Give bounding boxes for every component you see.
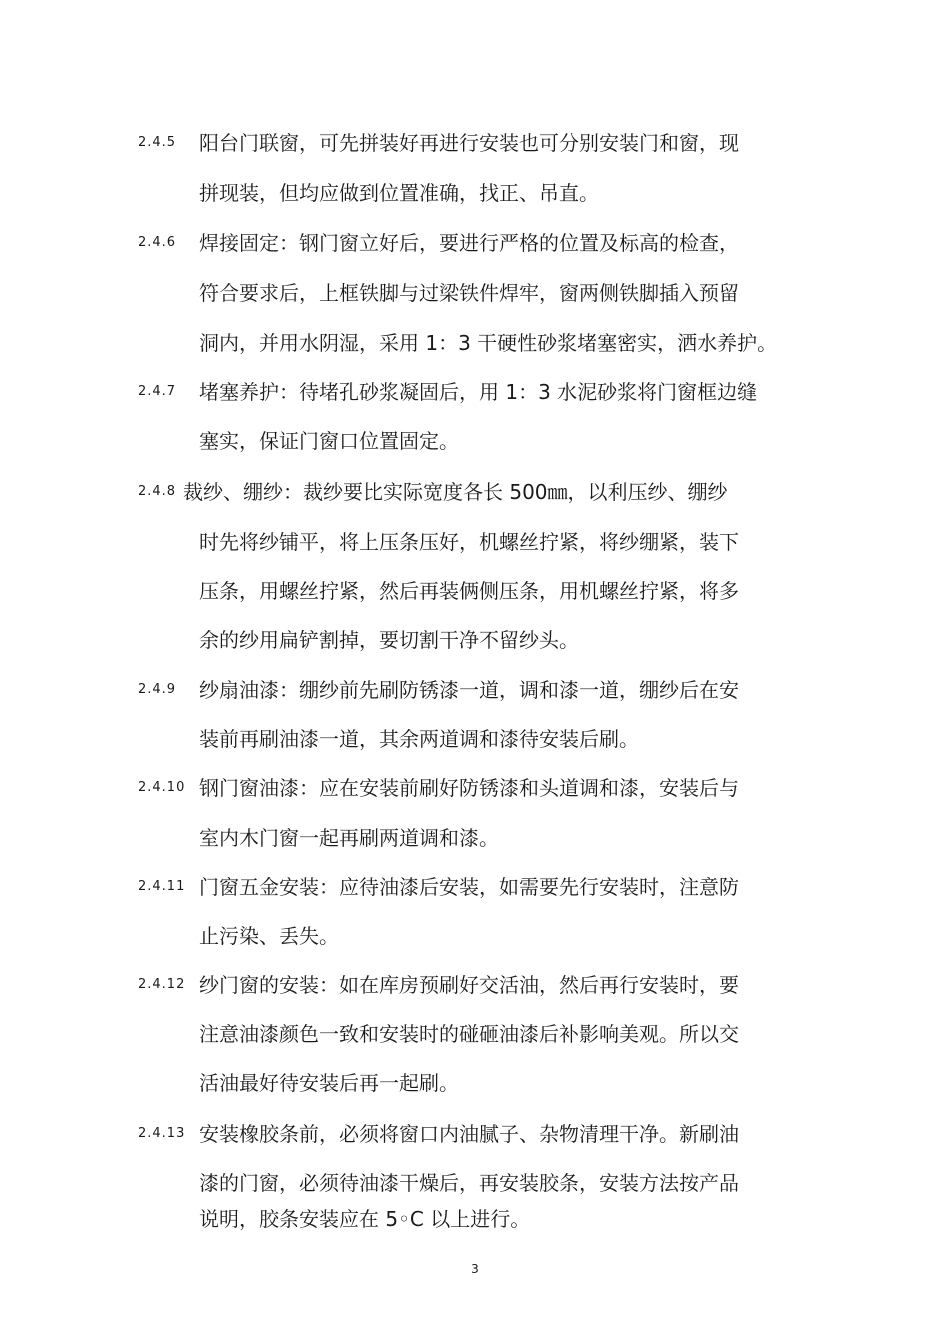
paragraph-line: 焊接固定：钢门窗立好后，要进行严格的位置及标高的检查， [199,231,739,255]
paragraph-line: 拼现装，但均应做到位置准确，找正、吊直。 [199,181,599,205]
paragraph-line: 说明，胶条安装应在 5◦C 以上进行。 [199,1207,531,1231]
page-number: 3 [471,1262,479,1276]
section-number: 2.4.10 [138,780,186,795]
paragraph-line: 洞内，并用水阴湿，采用 1：3 干硬性砂浆堵塞密实，洒水养护。 [199,331,778,355]
section-number: 2.4.6 [138,235,177,250]
section-number: 2.4.11 [138,879,186,894]
paragraph-line: 钢门窗油漆：应在安装前刷好防锈漆和头道调和漆，安装后与 [199,776,739,800]
paragraph-line: 时先将纱铺平，将上压条压好，机螺丝拧紧，将纱绷紧，装下 [199,530,739,554]
section-number: 2.4.8 [138,484,177,499]
paragraph-line: 活油最好待安装后再一起刷。 [199,1071,459,1095]
section-number: 2.4.5 [138,135,177,150]
paragraph-line: 裁纱、绷纱：裁纱要比实际宽度各长 500㎜，以利压纱、绷纱 [183,480,728,504]
section-number: 2.4.12 [138,977,186,992]
paragraph-line: 安装橡胶条前，必须将窗口内油腻子、杂物清理干净。新刷油 [199,1122,739,1146]
paragraph-line: 符合要求后，上框铁脚与过梁铁件焊牢，窗两侧铁脚插入预留 [199,281,739,305]
paragraph-line: 压条，用螺丝拧紧，然后再装俩侧压条，用机螺丝拧紧，将多 [199,579,739,603]
paragraph-line: 室内木门窗一起再刷两道调和漆。 [199,826,499,850]
paragraph-line: 纱门窗的安装：如在库房预刷好交活油，然后再行安装时，要 [199,973,739,997]
paragraph-line: 注意油漆颜色一致和安装时的碰砸油漆后补影响美观。所以交 [199,1022,739,1046]
paragraph-line: 阳台门联窗，可先拼装好再进行安装也可分别安装门和窗，现 [199,131,739,155]
paragraph-line: 止污染、丢失。 [199,924,339,948]
paragraph-line: 塞实，保证门窗口位置固定。 [199,429,459,453]
paragraph-line: 装前再刷油漆一道，其余两道调和漆待安装后刷。 [199,727,639,751]
section-number: 2.4.13 [138,1126,186,1141]
section-number: 2.4.9 [138,682,177,697]
paragraph-line: 纱扇油漆：绷纱前先刷防锈漆一道，调和漆一道，绷纱后在安 [199,678,739,702]
paragraph-line: 余的纱用扁铲割掉，要切割干净不留纱头。 [199,628,579,652]
section-number: 2.4.7 [138,384,177,399]
paragraph-line: 堵塞养护：待堵孔砂浆凝固后，用 1：3 水泥砂浆将门窗框边缝 [199,380,758,404]
paragraph-line: 漆的门窗，必须待油漆干燥后，再安装胶条，安装方法按产品 [199,1171,739,1195]
paragraph-line: 门窗五金安装：应待油漆后安装，如需要先行安装时，注意防 [199,875,739,899]
